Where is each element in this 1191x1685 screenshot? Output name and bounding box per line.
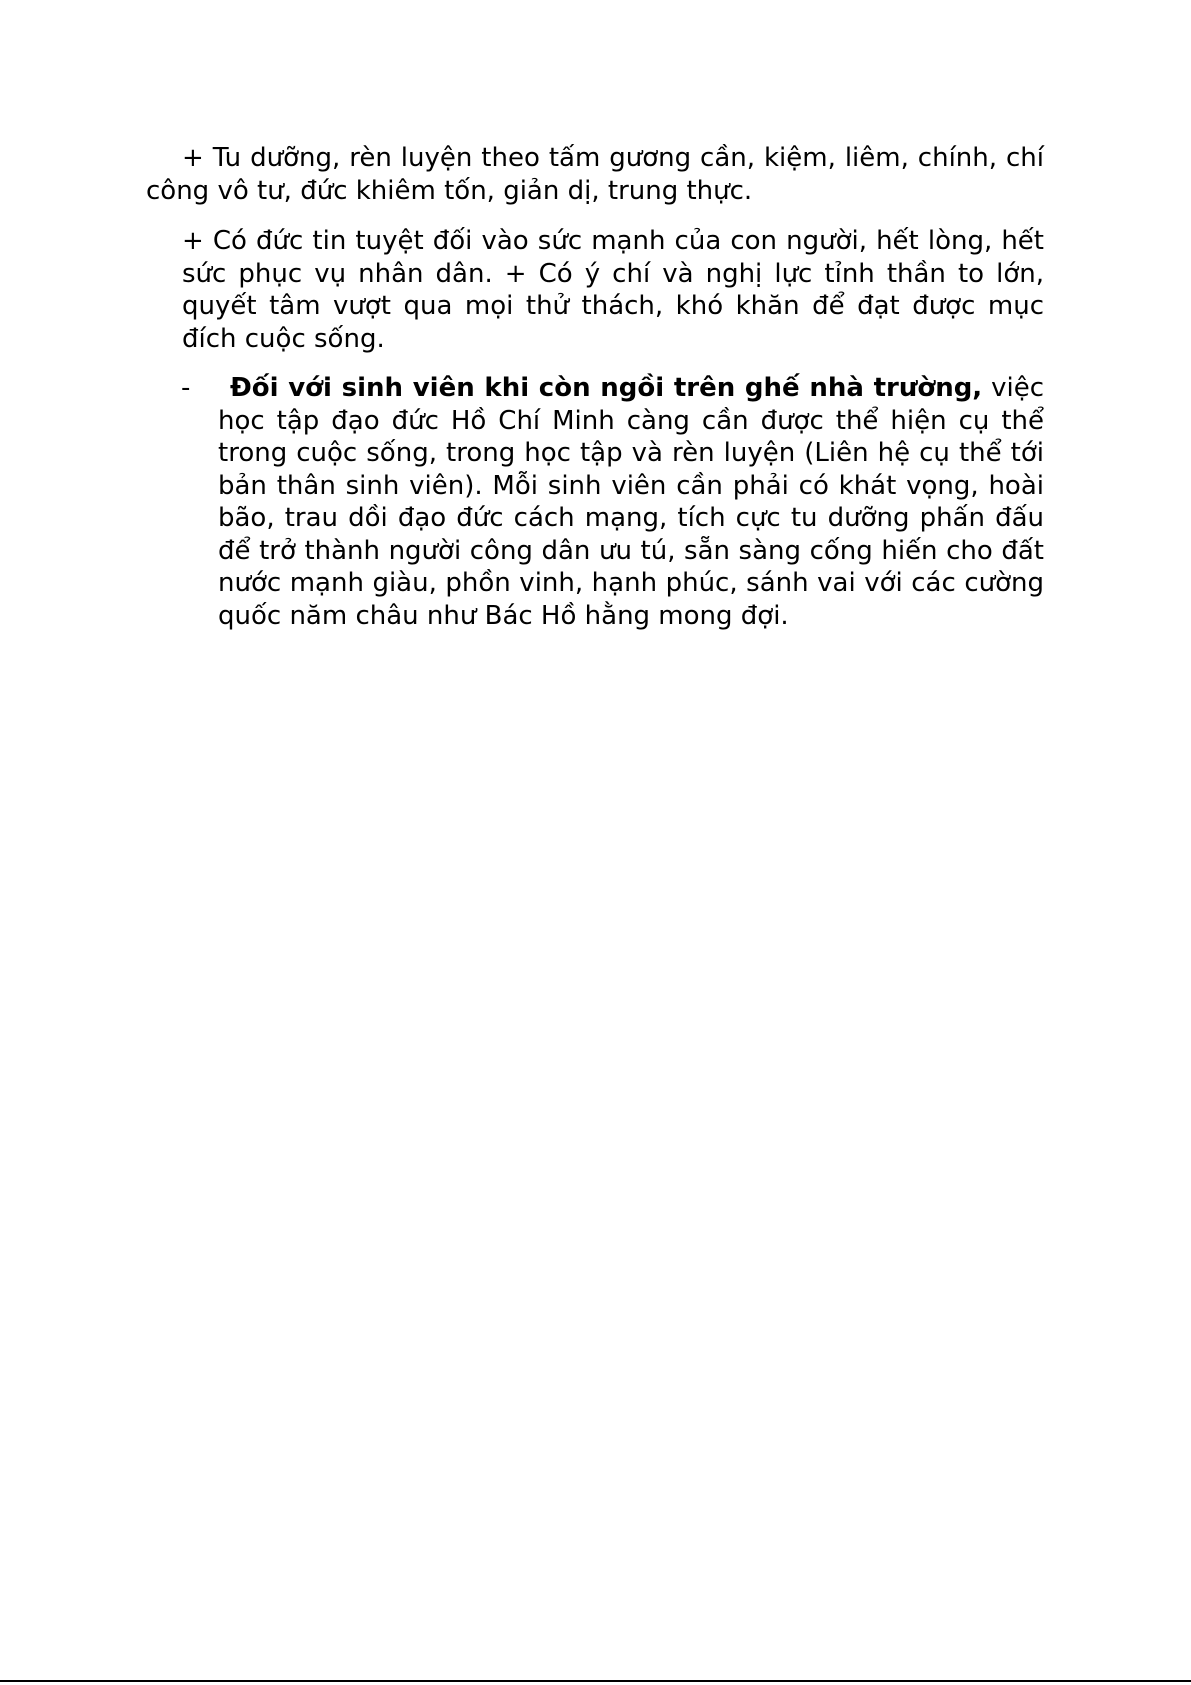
paragraph-students-body: việc học tập đạo đức Hồ Chí Minh càng cần được thể hiện cụ thể trong cuộc sống, trong học tập và rèn luyện (Liên hệ cụ thể tới bản thân sinh viên). Mỗi sinh viên cần phải có khát vọng, hoài bão, trau dồi đạo đức cách mạng, tích cực tu dưỡng phấn đấu để trở thành người công dân ưu tú, sẵn sàng cống hiến cho đất nước mạnh giàu, phồn vinh, hạnh phúc, sánh vai với các cường quốc năm châu như Bác Hồ hằng mong đợi. bbox=[218, 373, 1044, 631]
bullet-dash: - bbox=[181, 373, 191, 403]
paragraph-students-heading: Đối với sinh viên khi còn ngồi trên ghế nhà trường, bbox=[230, 373, 983, 403]
paragraph-faith-and-will: + Có đức tin tuyệt đối vào sức mạnh của con người, hết lòng, hết sức phục vụ nhân dân. + Có ý chí và nghị lực tỉnh thần to lớn, quyết tâm vượt qua mọi thử thách, khó khăn để đạt được mục đích cuộc sống. bbox=[182, 226, 1044, 354]
paragraph-self-cultivation: + Tu dưỡng, rèn luyện theo tấm gương cần, kiệm, liêm, chính, chí công vô tư, đức khiêm tốn, giản dị, trung thực. bbox=[146, 143, 1044, 206]
paragraph-students bbox=[218, 372, 1044, 632]
page-bottom-rule bbox=[0, 1680, 1191, 1682]
